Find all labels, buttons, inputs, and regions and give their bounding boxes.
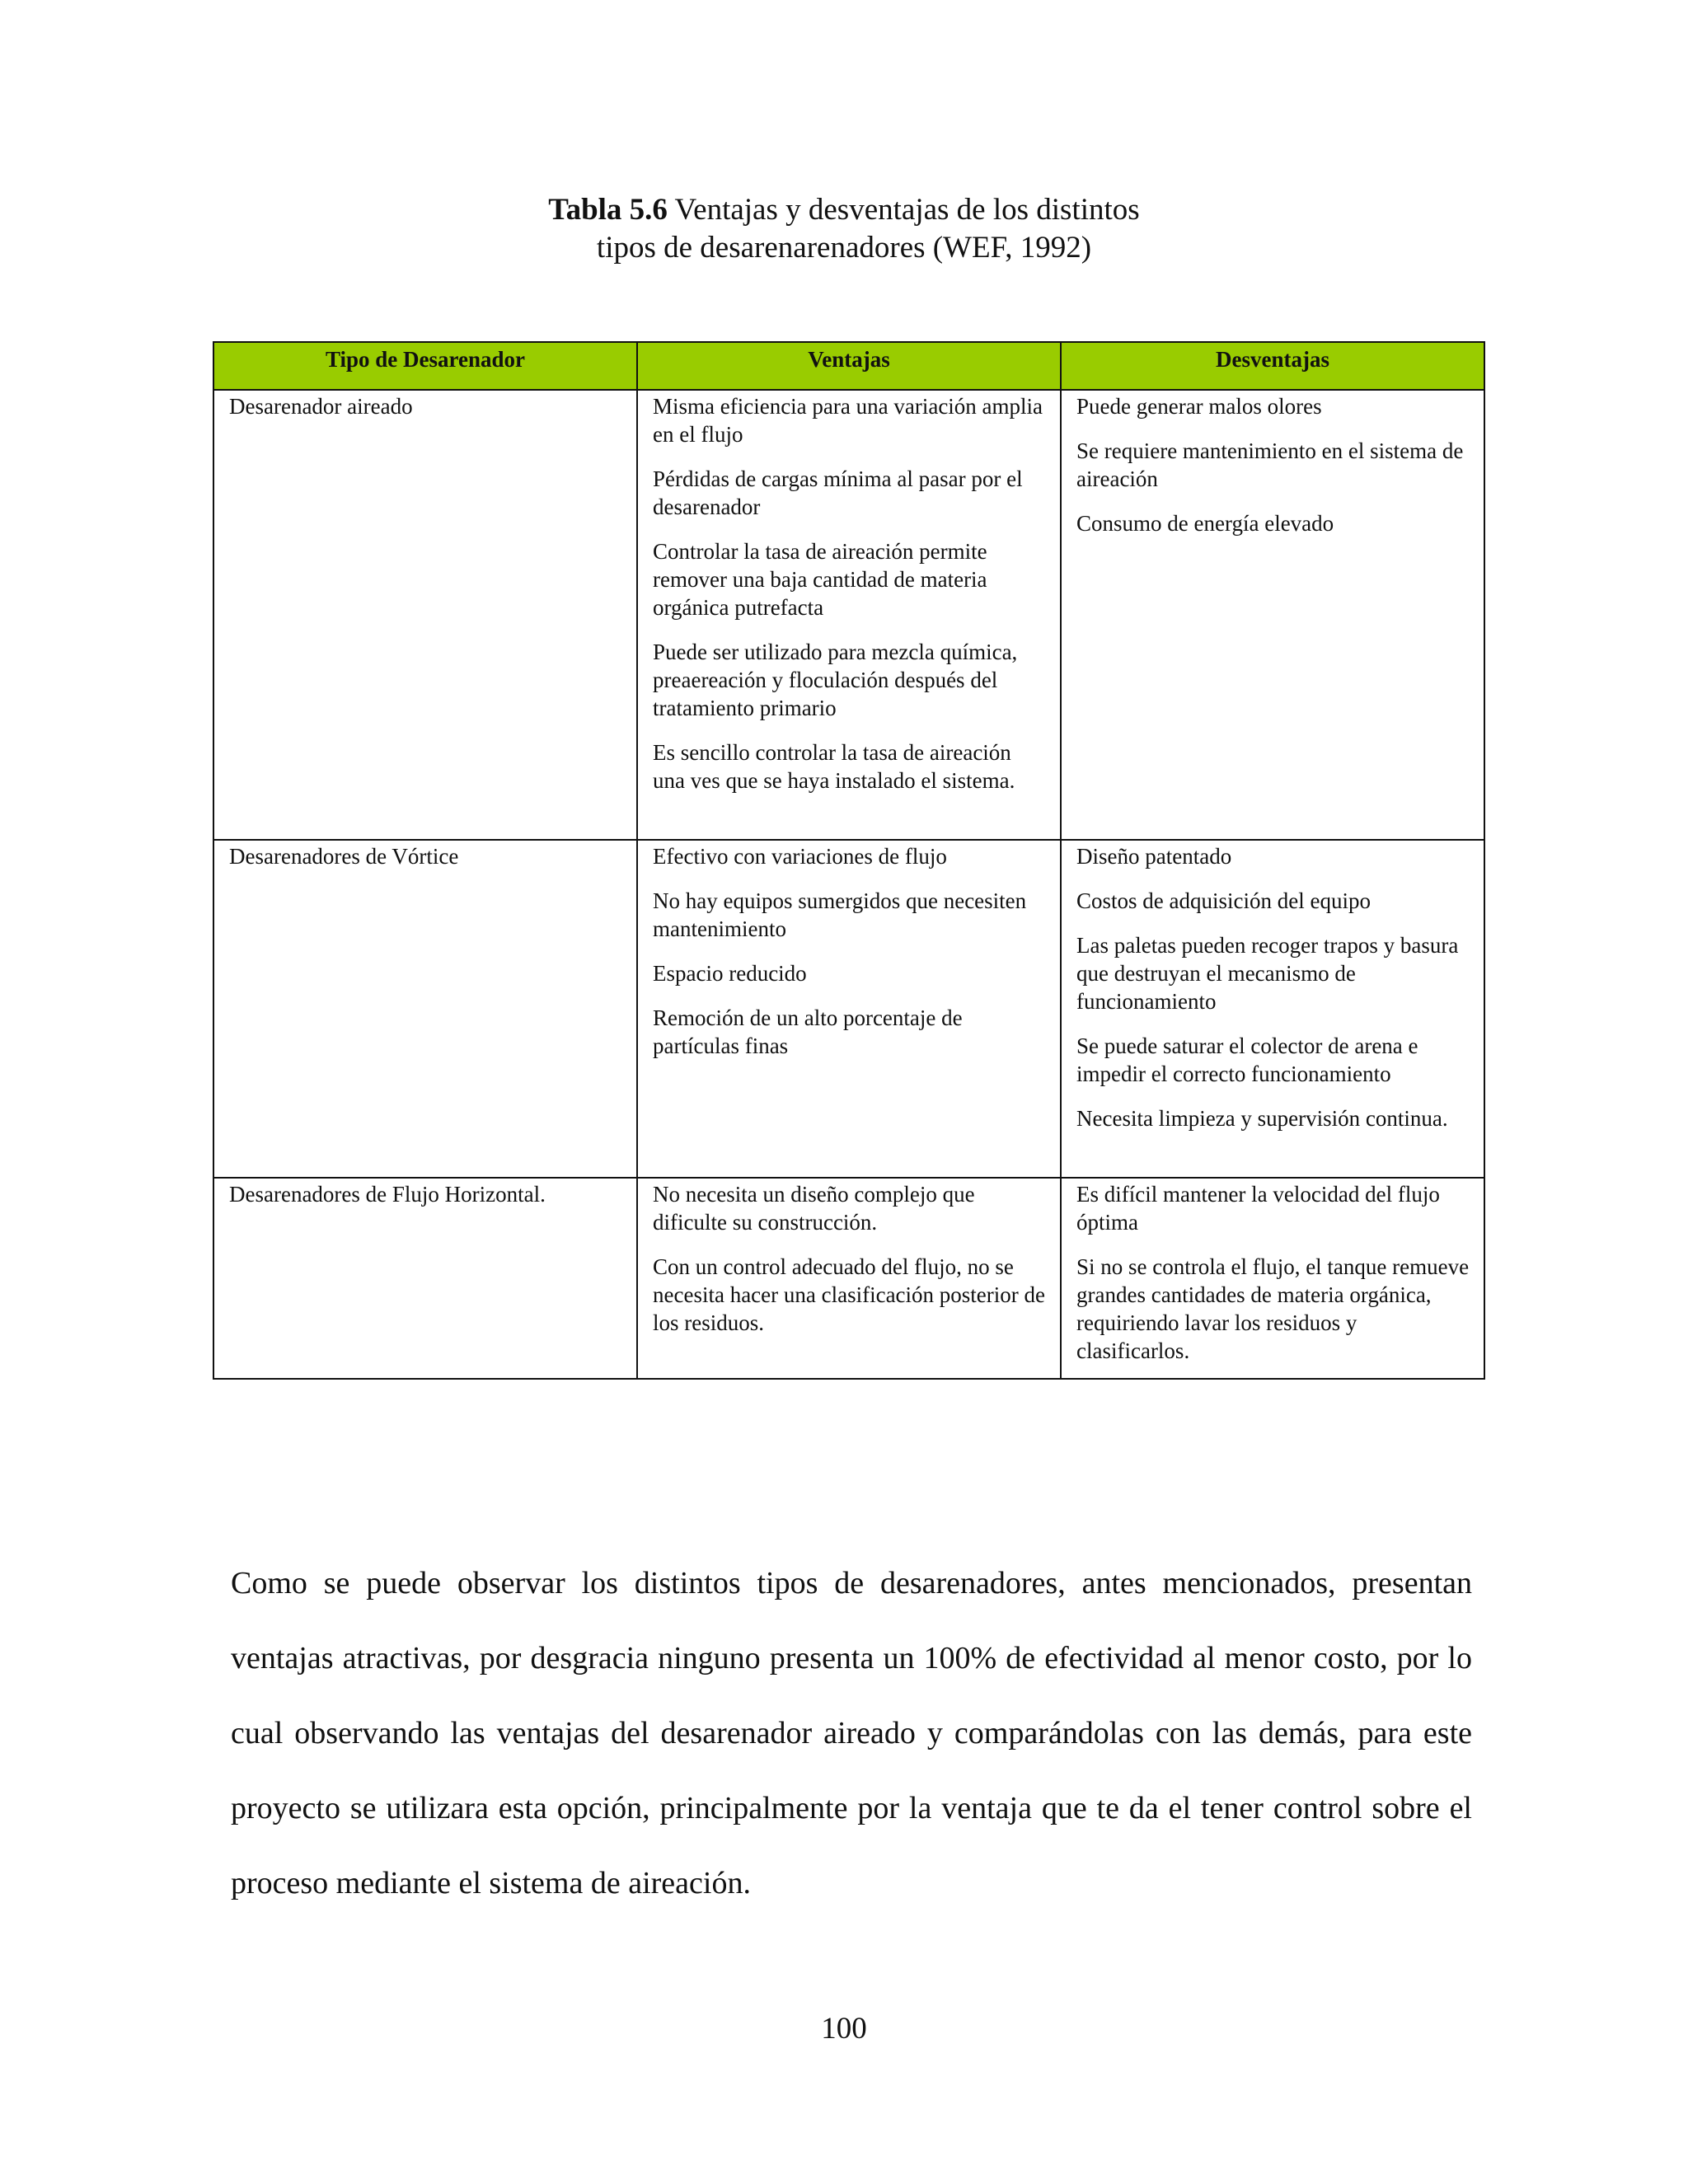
ventaja-item: Pérdidas de cargas mínima al pasar por el desarenador — [653, 466, 1023, 519]
cell-desventajas — [1061, 390, 1484, 840]
ventaja-item: Efectivo con variaciones de flujo — [653, 844, 947, 869]
table-row — [213, 1178, 1484, 1379]
desventaja-item: Consumo de energía elevado — [1076, 511, 1334, 536]
tipo-label: Desarenadores de Flujo Horizontal. — [229, 1182, 546, 1207]
desventaja-item: Las paletas pueden recoger trapos y basura que destruyan el mecanismo de funcionamiento — [1076, 933, 1459, 1014]
desventaja-item: Es difícil mantener la velocidad del flujo óptima — [1076, 1182, 1440, 1235]
desventaja-item: Necesita limpieza y supervisión continua. — [1076, 1106, 1448, 1131]
comparison-table — [213, 341, 1485, 1380]
cell-tipo — [213, 1178, 637, 1379]
tipo-label: Desarenador aireado — [229, 394, 413, 419]
desventaja-item: Si no se controla el flujo, el tanque remueve grandes cantidades de materia orgánica, requiriendo lavar los residuos y clasificarlos. — [1076, 1254, 1470, 1363]
cell-tipo — [213, 390, 637, 840]
cell-desventajas — [1061, 840, 1484, 1178]
cell-tipo — [213, 840, 637, 1178]
page-number: 100 — [821, 2012, 867, 2046]
caption-title-1: Ventajas y desventajas de los distintos — [674, 193, 1140, 227]
header-ventajas: Ventajas — [637, 342, 1061, 390]
ventaja-item: Misma eficiencia para una variación amplia en el flujo — [653, 394, 1043, 447]
table-header-row — [213, 342, 1484, 390]
caption-label: Tabla 5.6 — [548, 193, 668, 227]
desventaja-item: Diseño patentado — [1076, 844, 1232, 869]
desventaja-item: Costos de adquisición del equipo — [1076, 888, 1371, 913]
cell-ventajas — [637, 1178, 1061, 1379]
cell-desventajas — [1061, 1178, 1484, 1379]
ventaja-item: Con un control adecuado del flujo, no se necesita hacer una clasificación posterior de los residuos. — [653, 1254, 1046, 1335]
desventaja-item: Se puede saturar el colector de arena e impedir el correcto funcionamiento — [1076, 1033, 1418, 1086]
ventaja-item: Controlar la tasa de aireación permite remover una baja cantidad de materia orgánica putrefacta — [653, 539, 987, 620]
ventaja-item: Es sencillo controlar la tasa de aireación una ves que se haya instalado el sistema. — [653, 740, 1015, 793]
table-caption — [0, 191, 1688, 267]
table-row — [213, 840, 1484, 1178]
header-tipo: Tipo de Desarenador — [213, 342, 637, 390]
ventaja-item: Remoción de un alto porcentaje de partículas finas — [653, 1005, 963, 1058]
cell-ventajas — [637, 390, 1061, 840]
ventaja-item: Puede ser utilizado para mezcla química, preaereación y floculación después del tratamiento primario — [653, 640, 1018, 720]
table-row — [213, 390, 1484, 840]
ventaja-item: No hay equipos sumergidos que necesiten mantenimiento — [653, 888, 1027, 941]
tipo-label: Desarenadores de Vórtice — [229, 844, 459, 869]
desventaja-item: Se requiere mantenimiento en el sistema de aireación — [1076, 438, 1464, 491]
caption-line-1 — [0, 191, 1688, 229]
ventaja-item: Espacio reducido — [653, 961, 807, 986]
body-paragraph: Como se puede observar los distintos tipos de desarenadores, antes mencionados, presentan ventajas atractivas, por desgracia ninguno presenta un 100% de efectividad al menor costo, por lo cual observando las ventajas del desarenador aireado y comparándolas con las demás, para este proyecto se utilizara esta opción, principalmente por la ventaja que te da el tener control sobre el proceso mediante el sistema de aireación. — [231, 1566, 1472, 1900]
cell-ventajas — [637, 840, 1061, 1178]
desventaja-item: Puede generar malos olores — [1076, 394, 1322, 419]
header-desventajas: Desventajas — [1061, 342, 1484, 390]
caption-line-2: tipos de desarenarenadores (WEF, 1992) — [596, 231, 1092, 265]
ventaja-item: No necesita un diseño complejo que dificulte su construcción. — [653, 1182, 975, 1235]
